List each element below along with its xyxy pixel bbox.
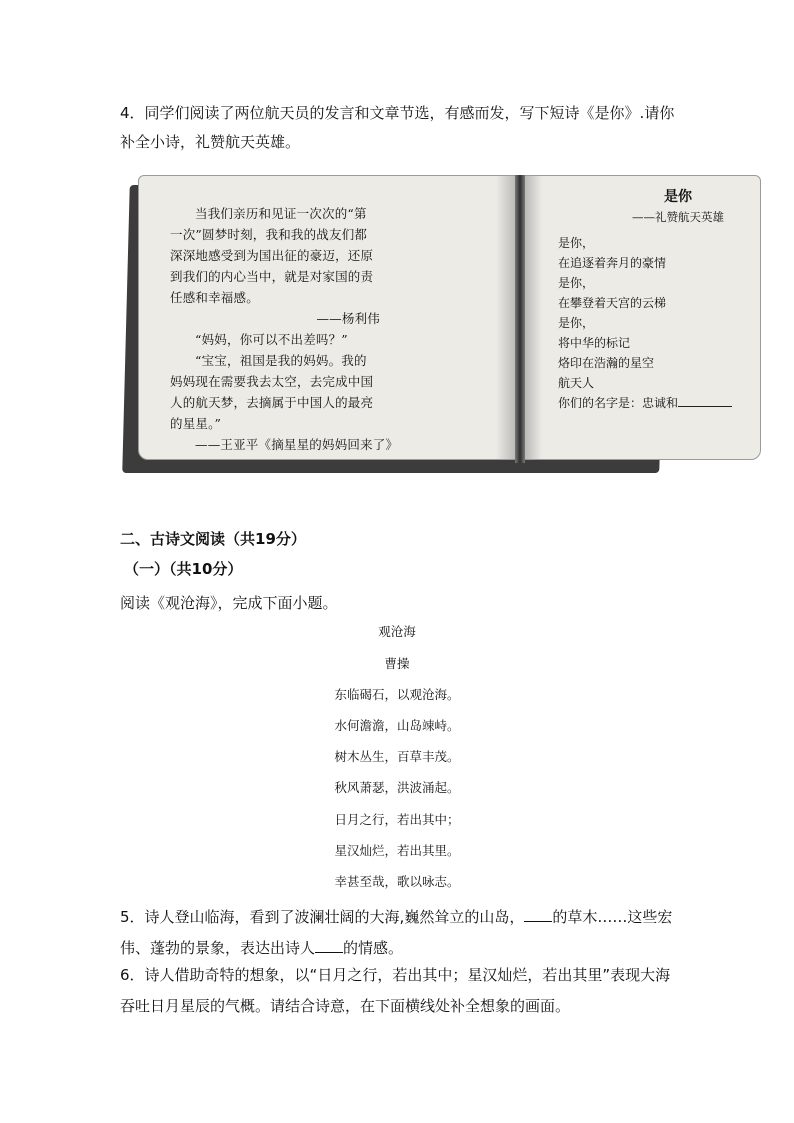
poem-last-line xyxy=(558,393,758,413)
left-page-text xyxy=(170,203,399,455)
short-poem-subtitle: ——礼赞航天英雄 xyxy=(632,210,724,224)
classical-poem-line: 东临碣石，以观沧海。 xyxy=(334,687,460,702)
child-question: “妈妈，你可以不出差吗？” xyxy=(195,332,348,347)
poem-line: 航天人 xyxy=(558,376,595,390)
classical-poem-line: 树木丛生，百草丰茂。 xyxy=(334,749,460,764)
right-page-poem xyxy=(558,187,758,413)
question-6: 6．诗人借助奇特的想象，以“日月之行，若出其中；星汉灿烂，若出其里”表现大海吞吐日月星辰的气概。请结合诗意，在下面横线处补全想象的画面。 xyxy=(120,966,671,1015)
question-5-text-a: 5．诗人登山临海，看到了波澜壮阔的大海,巍然耸立的山岛， xyxy=(120,908,525,926)
open-book-illustration xyxy=(126,175,724,475)
question-4: 4．同学们阅读了两位航天员的发言和文章节选，有感而发，写下短诗《是你》.请你补全小诗，礼赞航天英雄。 xyxy=(120,104,675,151)
answer-blank-2[interactable] xyxy=(315,938,343,953)
signature-yang-liwei: ——杨利伟 xyxy=(316,311,380,326)
poem-line: 是你， xyxy=(558,316,595,330)
book-spine xyxy=(515,175,525,463)
poem-line: 在攀登着天宫的云梯 xyxy=(558,296,667,310)
classical-poem-line: 水何澹澹，山岛竦峙。 xyxy=(334,718,460,733)
poem-line: 将中华的标记 xyxy=(558,336,631,350)
question-5-text-c: 的情感。 xyxy=(343,939,404,957)
question-5-text-b: 的草木……这些宏伟、蓬勃的景象，表达出诗人 xyxy=(120,908,673,957)
reading-instruction: 阅读《观沧海》，完成下面小题。 xyxy=(120,594,338,612)
classical-poem-line: 秋风萧瑟，洪波涌起。 xyxy=(334,780,460,795)
short-poem-title: 是你 xyxy=(664,189,692,205)
poem-last-line-text: 你们的名字是：忠诚和 xyxy=(558,396,679,410)
poem-line: 在追逐着奔月的豪情 xyxy=(558,256,667,270)
subsection-1-heading: （一）（共10分） xyxy=(124,560,243,578)
section-2-heading: 二、古诗文阅读（共19分） xyxy=(120,530,306,548)
yang-liwei-quote: 当我们亲历和见证一次次的“第一次”圆梦时刻，我和我的战友们都深深地感受到为国出征的豪迈，还原到我们的内心当中，就是对家国的责任感和幸福感。 xyxy=(170,206,374,305)
classical-poem-line: 星汉灿烂，若出其里。 xyxy=(334,843,460,858)
classical-poem-line: 日月之行，若出其中； xyxy=(334,812,460,827)
wang-yaping-quote: “宝宝，祖国是我的妈妈。我的妈妈现在需要我去太空，去完成中国人的航天梦，去摘属于中国人的最亮的星星。” xyxy=(170,353,374,431)
classical-poem-line: 幸甚至哉，歌以咏志。 xyxy=(334,874,460,889)
question-5 xyxy=(120,902,680,964)
poem-line: 烙印在浩瀚的星空 xyxy=(558,356,655,370)
fill-in-blank[interactable] xyxy=(678,394,732,407)
classical-poem-title: 观沧海 xyxy=(378,624,416,639)
answer-blank-1[interactable] xyxy=(524,907,552,922)
classical-poem-author: 曹操 xyxy=(384,656,410,671)
signature-wang-yaping: ——王亚平《摘星星的妈妈回来了》 xyxy=(195,437,399,452)
poem-line: 是你， xyxy=(558,276,595,290)
poem-line: 是你， xyxy=(558,236,595,250)
